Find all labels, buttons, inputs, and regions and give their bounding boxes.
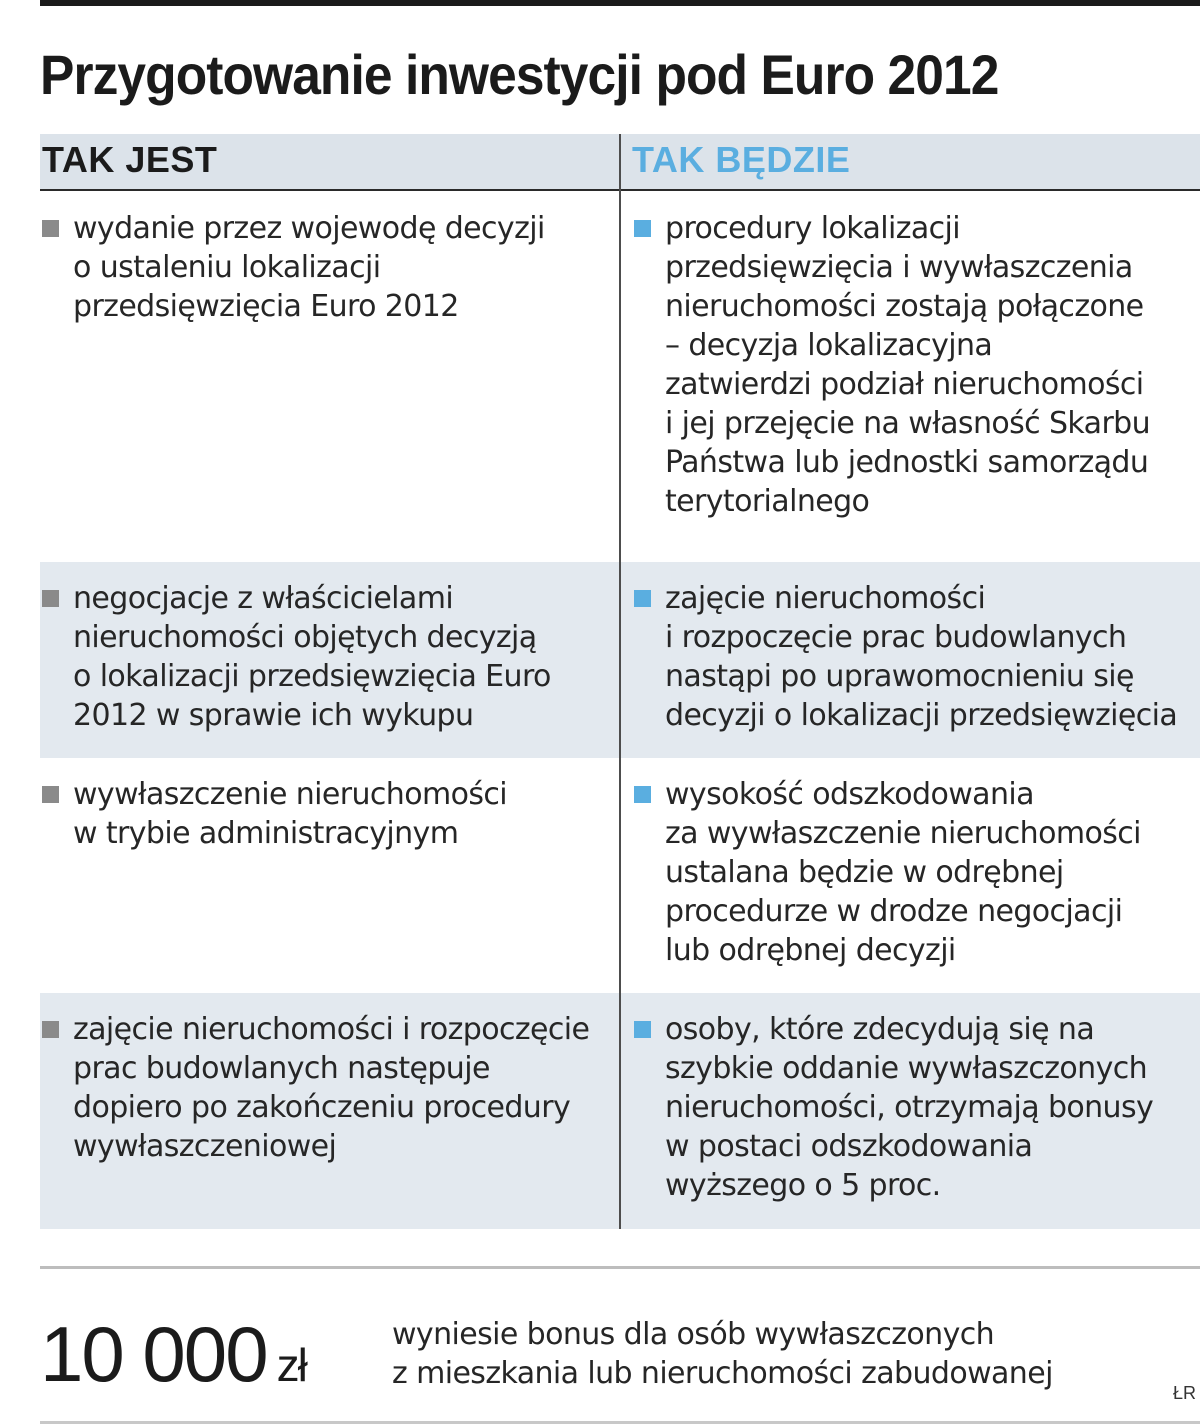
- gray-square-bullet-icon: [42, 786, 59, 803]
- blue-square-bullet-icon: [634, 590, 651, 607]
- bonus-amount-unit: zł: [276, 1339, 306, 1391]
- top-rule: [40, 0, 1200, 6]
- blue-square-bullet-icon: [634, 220, 651, 237]
- future-text: osoby, które zdecydują się na szybkie oddanie wywłaszczonych nieruchomości, otrzymają bonusy w postaci odszkodowania wyższego o 5 proc.: [665, 1012, 1154, 1203]
- current-text: wydanie przez wojewodę decyzji o ustaleniu lokalizacji przedsięwzięcia Euro 2012: [73, 211, 545, 324]
- blue-square-bullet-icon: [634, 1021, 651, 1038]
- future-text: zajęcie nieruchomości i rozpoczęcie prac budowlanych nastąpi po uprawomocnieniu się decyzji o lokalizacji przedsięwzięcia: [665, 581, 1178, 733]
- column-header-current: TAK JEST: [42, 139, 218, 180]
- footer-divider: [40, 1266, 1200, 1269]
- gray-square-bullet-icon: [42, 590, 59, 607]
- current-text: zajęcie nieruchomości i rozpoczęcie prac budowlanych następuje dopiero po zakończeniu procedury wywłaszczeniowej: [73, 1012, 590, 1164]
- author-credit: ŁR: [1172, 1383, 1196, 1403]
- column-divider: [619, 134, 621, 1229]
- bonus-description: wyniesie bonus dla osób wywłaszczonych z mieszkania lub nieruchomości zabudowanej: [392, 1317, 1053, 1391]
- current-text: negocjacje z właścicielami nieruchomości objętych decyzją o lokalizacji przedsięwzięcia Euro 2012 w sprawie ich wykupu: [73, 581, 551, 733]
- column-header-future: TAK BĘDZIE: [632, 139, 851, 180]
- page-title: Przygotowanie inwestycji pod Euro 2012: [40, 43, 999, 106]
- bonus-amount-value: 10 000: [40, 1310, 267, 1398]
- gray-square-bullet-icon: [42, 220, 59, 237]
- bonus-amount: [40, 1306, 306, 1413]
- current-text: wywłaszczenie nieruchomości w trybie administracyjnym: [73, 777, 508, 851]
- future-text: wysokość odszkodowania za wywłaszczenie nieruchomości ustalana będzie w odrębnej procedurze w drodze negocjacji lub odrębnej decyzji: [665, 777, 1141, 968]
- future-text: procedury lokalizacji przedsięwzięcia i wywłaszczenia nieruchomości zostają połączone – decyzja lokalizacyjna zatwierdzi podział nieruchomości i jej przejęcie na własność Skarbu Państwa lub jednostki samorządu terytorialnego: [665, 211, 1151, 519]
- blue-square-bullet-icon: [634, 786, 651, 803]
- gray-square-bullet-icon: [42, 1021, 59, 1038]
